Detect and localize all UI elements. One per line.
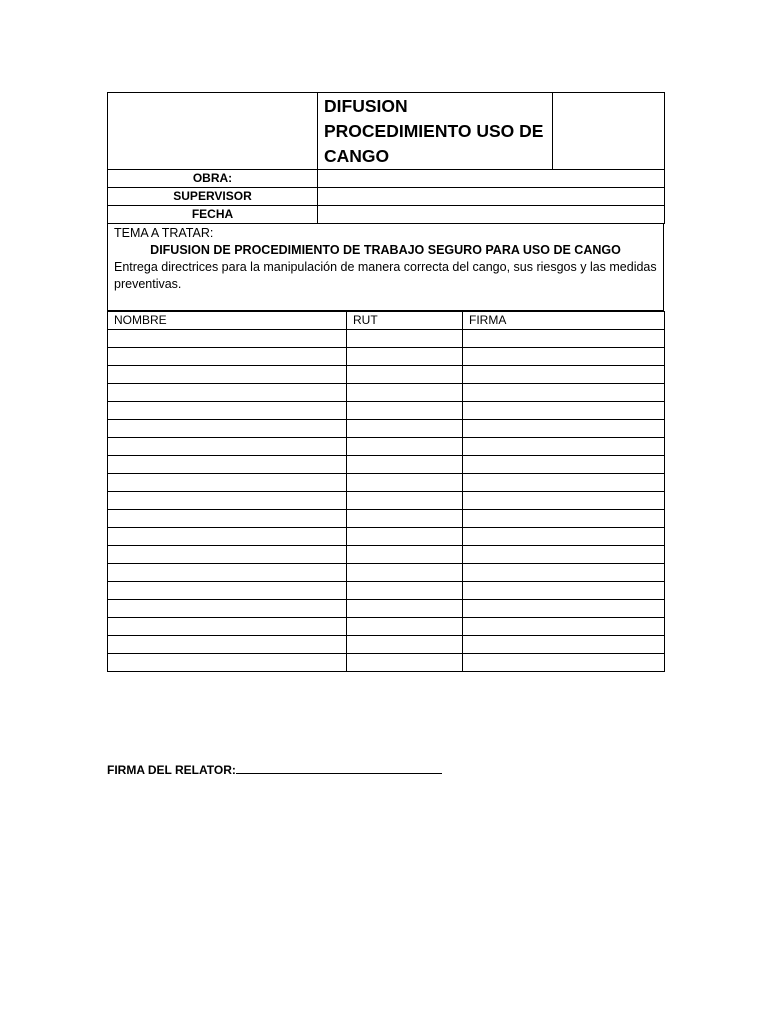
rut-cell[interactable] xyxy=(347,420,463,438)
column-header-nombre: NOMBRE xyxy=(108,312,347,330)
firma-cell[interactable] xyxy=(463,582,665,600)
form-sheet xyxy=(107,92,664,672)
nombre-cell[interactable] xyxy=(108,600,347,618)
table-row xyxy=(108,510,665,528)
firma-cell[interactable] xyxy=(463,330,665,348)
firma-cell[interactable] xyxy=(463,528,665,546)
table-row xyxy=(108,582,665,600)
info-table xyxy=(107,170,665,224)
firma-cell[interactable] xyxy=(463,654,665,672)
table-row xyxy=(108,492,665,510)
info-row-obra xyxy=(108,170,665,188)
table-row xyxy=(108,528,665,546)
fecha-label: FECHA xyxy=(108,206,318,224)
table-row xyxy=(108,546,665,564)
table-row xyxy=(108,438,665,456)
nombre-cell[interactable] xyxy=(108,546,347,564)
rut-cell[interactable] xyxy=(347,402,463,420)
nombre-cell[interactable] xyxy=(108,348,347,366)
table-row xyxy=(108,330,665,348)
rut-cell[interactable] xyxy=(347,456,463,474)
rut-cell[interactable] xyxy=(347,654,463,672)
firma-cell[interactable] xyxy=(463,492,665,510)
rut-cell[interactable] xyxy=(347,618,463,636)
title-cell xyxy=(318,93,553,170)
rut-cell[interactable] xyxy=(347,438,463,456)
nombre-cell[interactable] xyxy=(108,636,347,654)
logo-cell xyxy=(108,93,318,170)
header-table xyxy=(107,92,665,170)
firma-cell[interactable] xyxy=(463,348,665,366)
firma-cell[interactable] xyxy=(463,366,665,384)
table-row xyxy=(108,636,665,654)
table-row xyxy=(108,474,665,492)
firma-cell[interactable] xyxy=(463,618,665,636)
firma-cell[interactable] xyxy=(463,420,665,438)
table-row xyxy=(108,564,665,582)
nombre-cell[interactable] xyxy=(108,564,347,582)
table-row xyxy=(108,366,665,384)
table-row xyxy=(108,618,665,636)
info-row-supervisor xyxy=(108,188,665,206)
column-header-firma: FIRMA xyxy=(463,312,665,330)
rut-cell[interactable] xyxy=(347,636,463,654)
nombre-cell[interactable] xyxy=(108,456,347,474)
table-row xyxy=(108,402,665,420)
nombre-cell[interactable] xyxy=(108,402,347,420)
table-row xyxy=(108,348,665,366)
rut-cell[interactable] xyxy=(347,330,463,348)
rut-cell[interactable] xyxy=(347,474,463,492)
firma-cell[interactable] xyxy=(463,402,665,420)
nombre-cell[interactable] xyxy=(108,330,347,348)
nombre-cell[interactable] xyxy=(108,420,347,438)
firma-cell[interactable] xyxy=(463,438,665,456)
nombre-cell[interactable] xyxy=(108,384,347,402)
rut-cell[interactable] xyxy=(347,564,463,582)
nombre-cell[interactable] xyxy=(108,654,347,672)
rut-cell[interactable] xyxy=(347,546,463,564)
code-cell xyxy=(553,93,665,170)
table-row xyxy=(108,420,665,438)
firma-cell[interactable] xyxy=(463,510,665,528)
rut-cell[interactable] xyxy=(347,348,463,366)
nombre-cell[interactable] xyxy=(108,438,347,456)
table-row xyxy=(108,654,665,672)
firma-cell[interactable] xyxy=(463,636,665,654)
nombre-cell[interactable] xyxy=(108,366,347,384)
tema-subject: DIFUSION DE PROCEDIMIENTO DE TRABAJO SEGURO PARA USO DE CANGO xyxy=(150,243,621,257)
obra-field[interactable] xyxy=(318,170,665,188)
tema-description: Entrega directrices para la manipulación de manera correcta del cango, sus riesgos y las medidas preventivas. xyxy=(114,260,657,291)
firma-cell[interactable] xyxy=(463,546,665,564)
tema-section xyxy=(107,224,664,311)
relator-signature-line[interactable] xyxy=(236,760,442,774)
nombre-cell[interactable] xyxy=(108,510,347,528)
info-row-fecha xyxy=(108,206,665,224)
document-title: DIFUSION PROCEDIMIENTO USO DE CANGO xyxy=(324,96,544,166)
table-row xyxy=(108,600,665,618)
firma-cell[interactable] xyxy=(463,474,665,492)
nombre-cell[interactable] xyxy=(108,474,347,492)
supervisor-field[interactable] xyxy=(318,188,665,206)
obra-label: OBRA: xyxy=(108,170,318,188)
rut-cell[interactable] xyxy=(347,582,463,600)
rut-cell[interactable] xyxy=(347,600,463,618)
nombre-cell[interactable] xyxy=(108,492,347,510)
column-header-rut: RUT xyxy=(347,312,463,330)
supervisor-label: SUPERVISOR xyxy=(108,188,318,206)
nombre-cell[interactable] xyxy=(108,528,347,546)
rut-cell[interactable] xyxy=(347,492,463,510)
attendance-header-row xyxy=(108,312,665,330)
firma-cell[interactable] xyxy=(463,384,665,402)
attendance-table xyxy=(107,311,665,672)
relator-signature xyxy=(107,760,442,777)
fecha-field[interactable] xyxy=(318,206,665,224)
rut-cell[interactable] xyxy=(347,384,463,402)
table-row xyxy=(108,456,665,474)
firma-cell[interactable] xyxy=(463,564,665,582)
rut-cell[interactable] xyxy=(347,510,463,528)
rut-cell[interactable] xyxy=(347,528,463,546)
firma-cell[interactable] xyxy=(463,600,665,618)
nombre-cell[interactable] xyxy=(108,582,347,600)
table-row xyxy=(108,384,665,402)
relator-label: FIRMA DEL RELATOR: xyxy=(107,763,236,777)
rut-cell[interactable] xyxy=(347,366,463,384)
tema-label: TEMA A TRATAR: xyxy=(114,226,214,240)
firma-cell[interactable] xyxy=(463,456,665,474)
nombre-cell[interactable] xyxy=(108,618,347,636)
